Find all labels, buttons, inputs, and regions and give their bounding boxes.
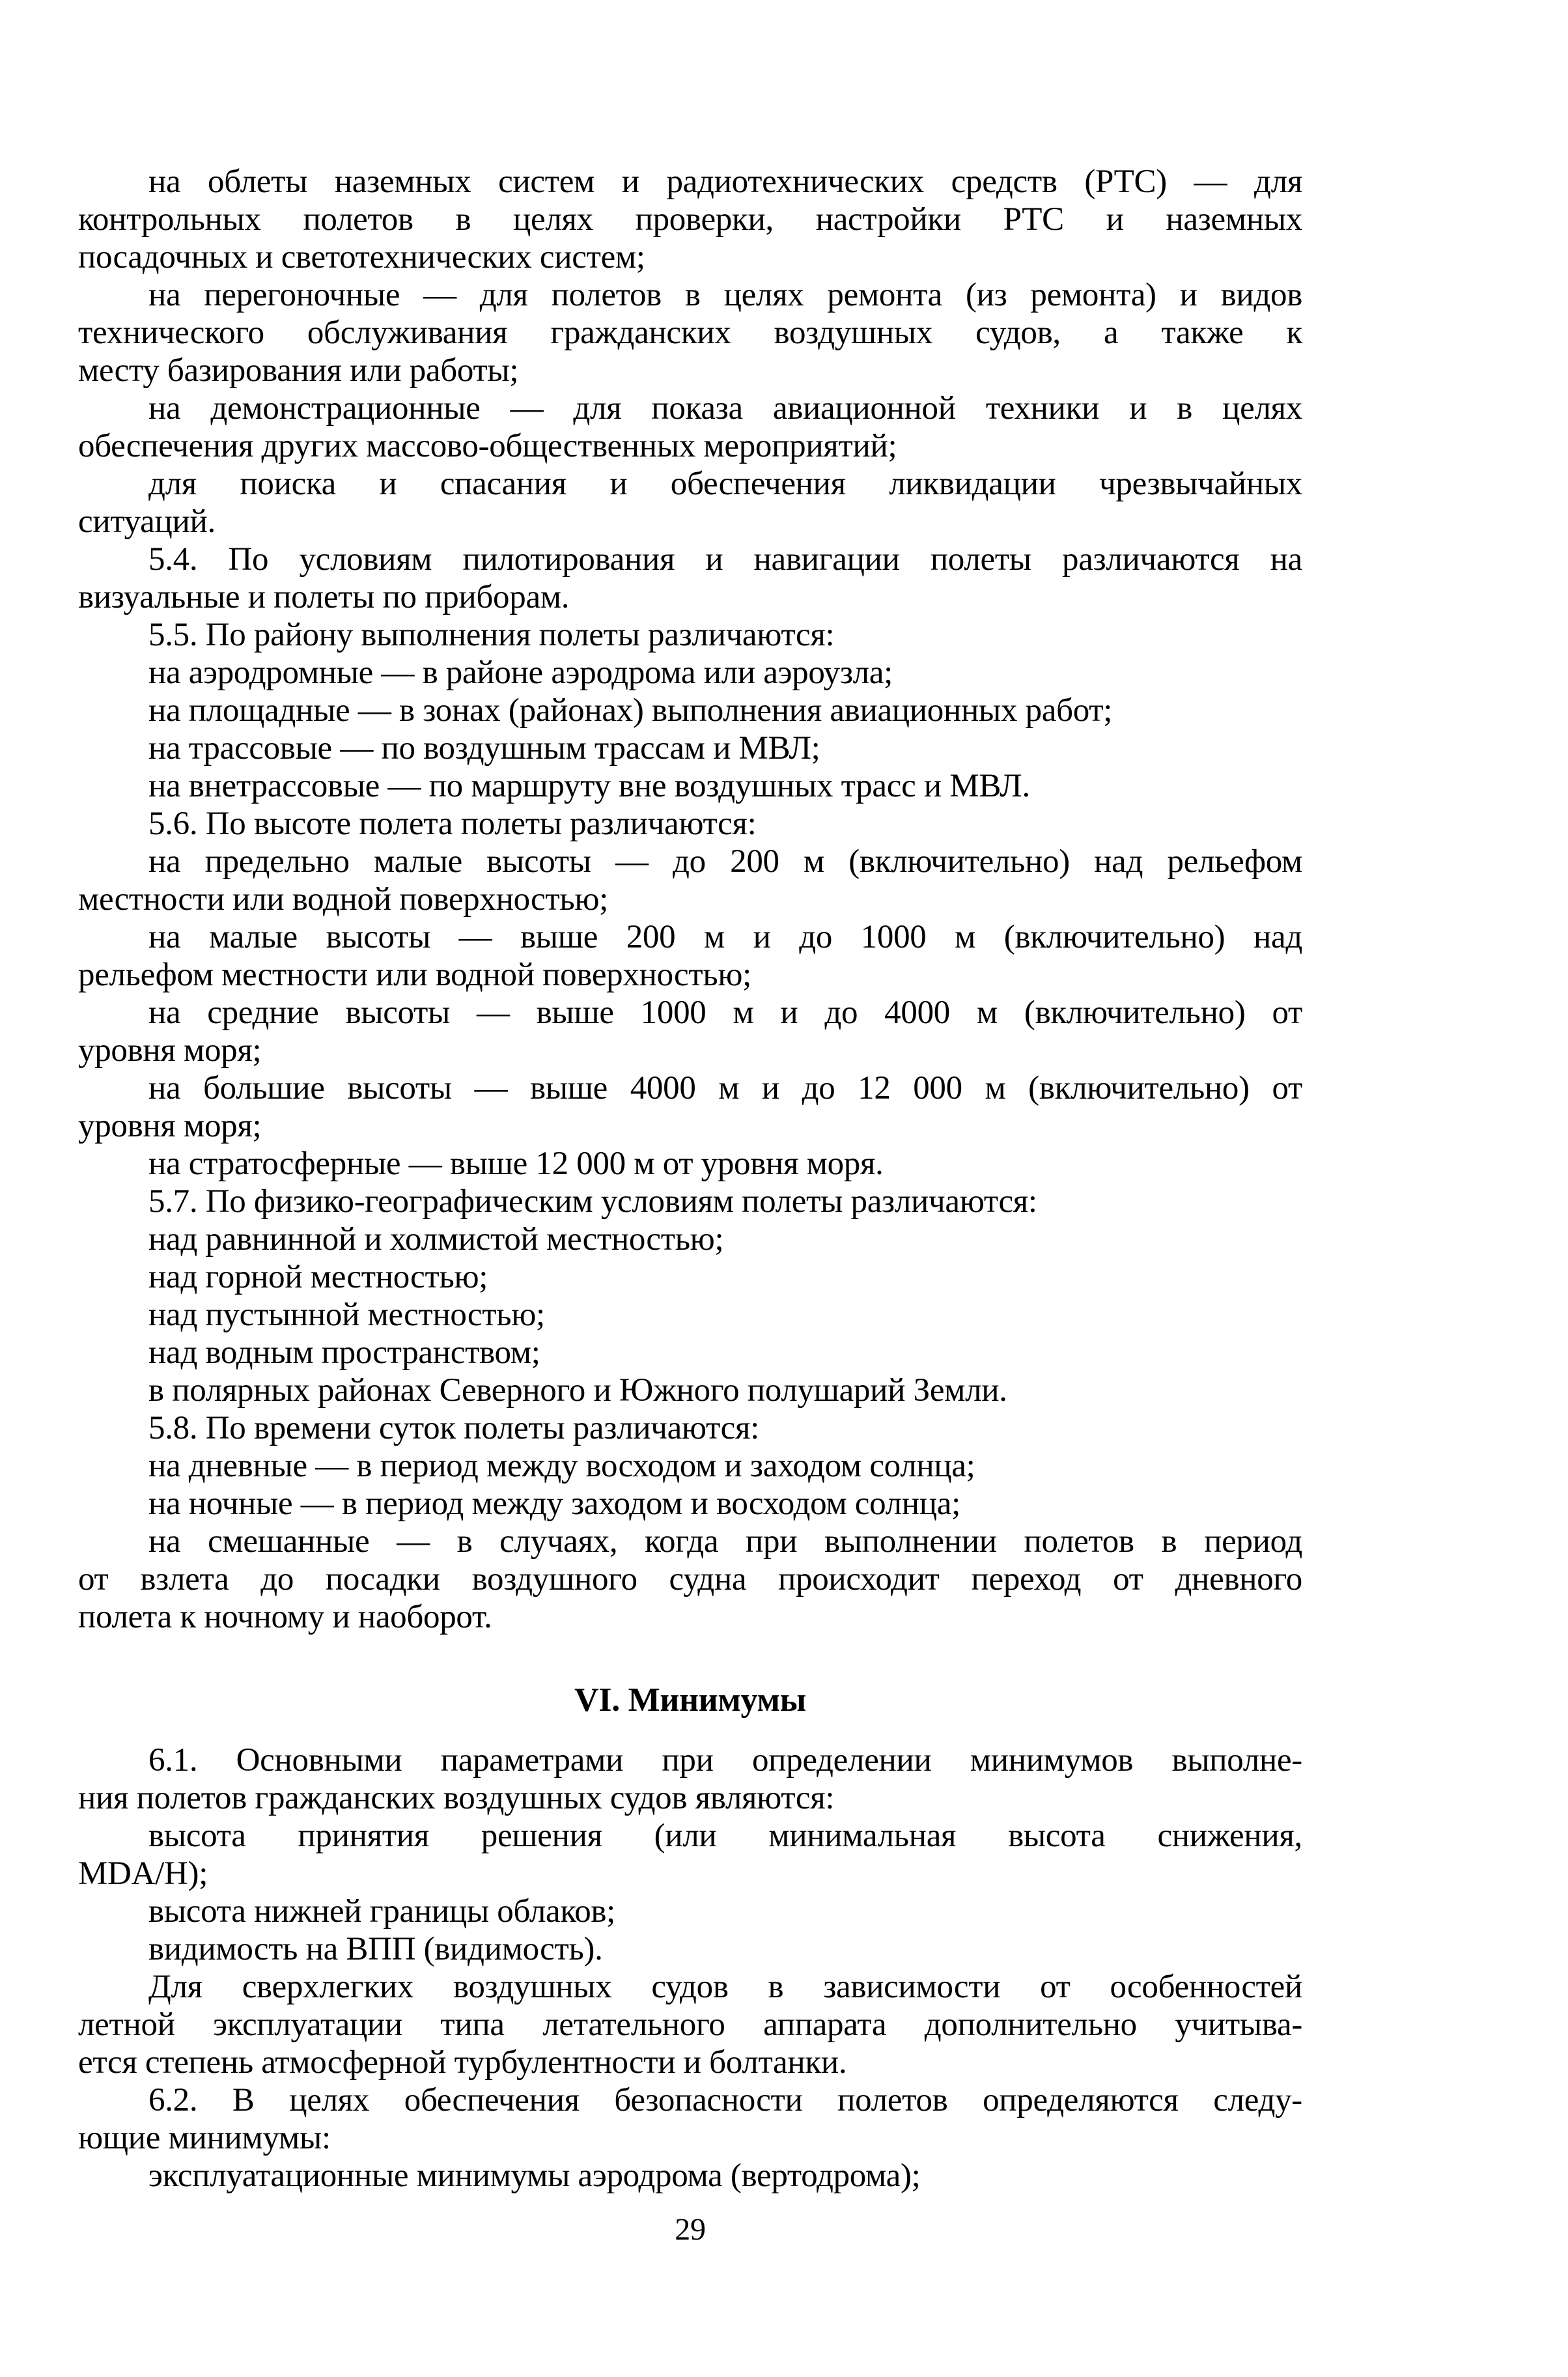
text-line: на стратосферные — выше 12 000 м от уровня моря. — [148, 1146, 884, 1182]
text-line: над горной местностью; — [148, 1259, 488, 1295]
text-line: на малые высоты — выше 200 м и до 1000 м (включительно) над — [148, 919, 1302, 955]
text-line: визуальные и полеты по приборам. — [78, 579, 570, 615]
text-line: уровня моря; — [78, 1032, 262, 1069]
text-line: высота принятия решения (или минимальная высота снижения, — [148, 1818, 1302, 1854]
text-line: на трассовые — по воздушным трассам и МВЛ; — [148, 730, 820, 767]
text-line: на внетрассовые — по маршруту вне воздушных трасс и МВЛ. — [148, 768, 1030, 804]
text-line: на предельно малые высоты — до 200 м (включительно) над рельефом — [148, 843, 1302, 880]
text-line: на дневные — в период между восходом и заходом солнца; — [148, 1448, 975, 1484]
section-heading: VI. Минимумы — [574, 1681, 806, 1719]
text-line: обеспечения других массово-общественных мероприятий; — [78, 428, 897, 464]
text-line: Для сверхлегких воздушных судов в зависимости от особенностей — [148, 1969, 1302, 2005]
paragraphs-before-heading — [78, 163, 1302, 1636]
text-line: технического обслуживания гражданских воздушных судов, а также к — [78, 315, 1302, 351]
text-line: ния полетов гражданских воздушных судов являются: — [78, 1780, 835, 1816]
text-line: от взлета до посадки воздушного судна происходит переход от дневного — [78, 1561, 1302, 1597]
paragraphs-after-heading — [78, 1741, 1302, 2195]
text-block — [78, 163, 1302, 2249]
text-line: контрольных полетов в целях проверки, настройки РТС и наземных — [78, 201, 1302, 238]
text-line: на аэродромные — в районе аэродрома или аэроузла; — [148, 654, 893, 691]
text-line: 5.7. По физико-географическим условиям полеты различаются: — [148, 1183, 1037, 1220]
text-line: высота нижней границы облаков; — [148, 1893, 616, 1930]
text-line: на демонстрационные — для показа авиационной техники и в целях — [148, 390, 1302, 427]
text-line: в полярных районах Северного и Южного полушарий Земли. — [148, 1372, 1007, 1409]
text-line: месту базирования или работы; — [78, 352, 519, 389]
text-line: на большие высоты — выше 4000 м и до 12 000 м (включительно) от — [148, 1070, 1302, 1106]
text-line: рельефом местности или водной поверхностью; — [78, 957, 751, 993]
text-line: посадочных и светотехнических систем; — [78, 239, 645, 275]
text-line: 5.8. По времени суток полеты различаются: — [148, 1410, 760, 1446]
text-line: 5.5. По району выполнения полеты различаются: — [148, 617, 835, 653]
text-line: эксплуатационные минимумы аэродрома (вертодрома); — [148, 2158, 921, 2194]
text-line: полета к ночному и наоборот. — [78, 1599, 492, 1635]
text-line: ется степень атмосферной турбулентности и болтанки. — [78, 2044, 847, 2081]
text-line: видимость на ВПП (видимость). — [148, 1931, 603, 1967]
text-line: над равнинной и холмистой местностью; — [148, 1221, 724, 1258]
text-line: 5.6. По высоте полета полеты различаются: — [148, 806, 757, 842]
text-line: 5.4. По условиям пилотирования и навигации полеты различаются на — [148, 541, 1302, 578]
text-line: над водным пространством; — [148, 1334, 540, 1371]
text-line: на ночные — в период между заходом и восходом солнца; — [148, 1485, 960, 1522]
text-line: для поиска и спасания и обеспечения ликвидации чрезвычайных — [148, 466, 1302, 502]
text-line: местности или водной поверхностью; — [78, 881, 608, 918]
page-number: 29 — [675, 2212, 706, 2247]
text-line: MDA/H); — [78, 1855, 208, 1892]
text-line: 6.2. В целях обеспечения безопасности полетов определяются следу- — [148, 2082, 1302, 2118]
text-line: на перегоночные — для полетов в целях ремонта (из ремонта) и видов — [148, 277, 1302, 313]
text-line: на смешанные — в случаях, когда при выполнении полетов в период — [148, 1523, 1302, 1560]
text-line: уровня моря; — [78, 1108, 262, 1144]
text-line: летной эксплуатации типа летательного аппарата дополнительно учитыва- — [78, 2006, 1302, 2043]
text-line: на облеты наземных систем и радиотехнических средств (РТС) — для — [148, 163, 1302, 200]
text-line: ситуаций. — [78, 503, 216, 540]
text-line: над пустынной местностью; — [148, 1297, 545, 1333]
text-line: ющие минимумы: — [78, 2120, 331, 2156]
text-line: на площадные — в зонах (районах) выполнения авиационных работ; — [148, 692, 1113, 729]
text-line: 6.1. Основными параметрами при определении минимумов выполне- — [148, 1742, 1302, 1779]
text-line: на средние высоты — выше 1000 м и до 4000 м (включительно) от — [148, 994, 1302, 1031]
